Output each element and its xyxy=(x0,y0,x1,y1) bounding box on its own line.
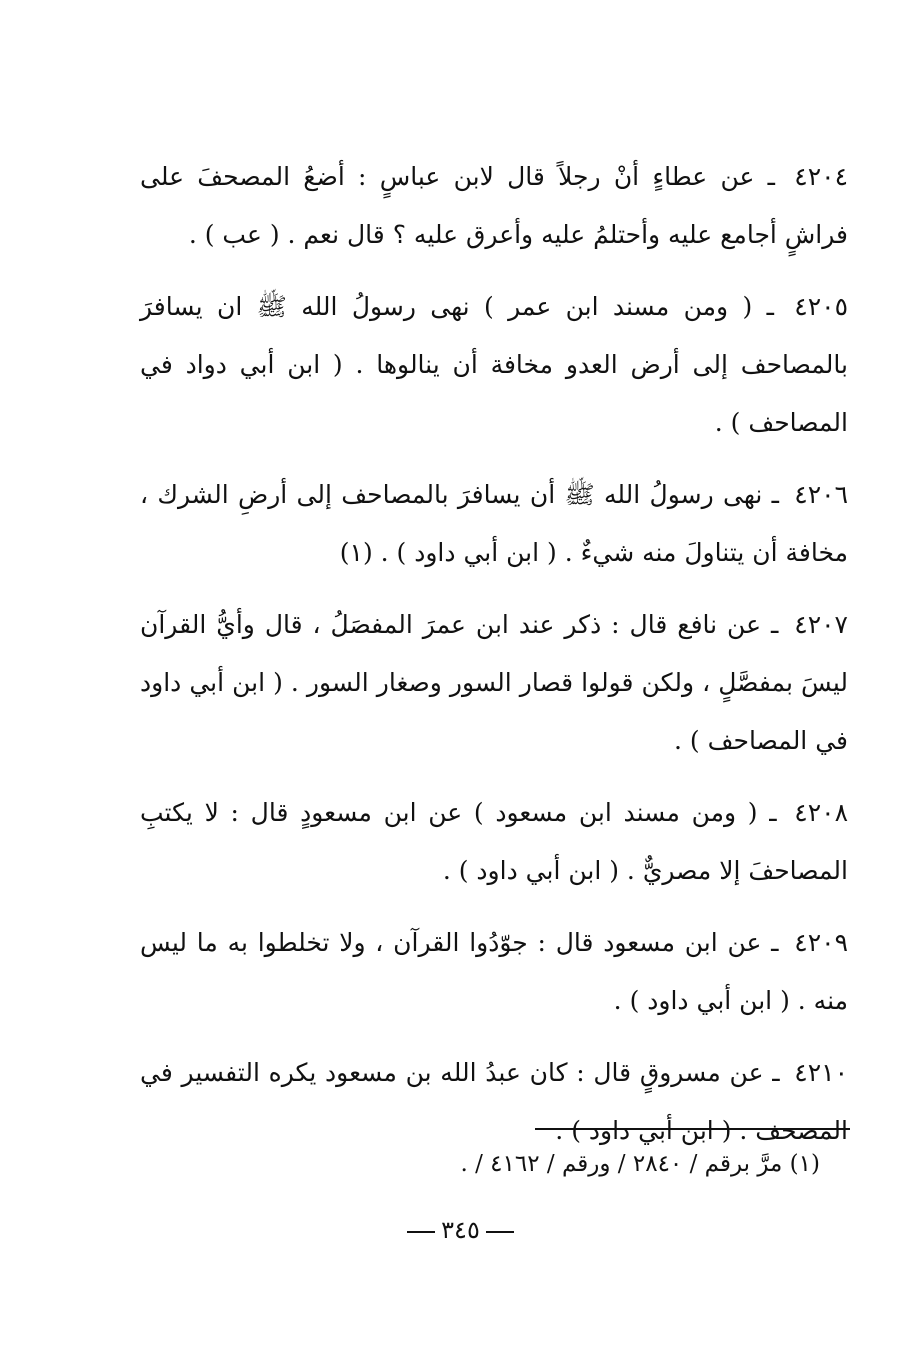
hadith-number: ٤٢٠٧ xyxy=(794,610,848,639)
page-number: ٣٤٥ xyxy=(441,1216,480,1244)
hadith-text: ـ عن مسروقٍ قال : كان عبدُ الله بن مسعود يكره التفسير في المصحف . ( ابن أبي داود ) . xyxy=(140,1058,848,1145)
hadith-entry xyxy=(140,148,848,264)
footnote-divider xyxy=(535,1128,850,1130)
hadith-number: ٤٢٠٩ xyxy=(794,928,849,957)
hadith-text: ـ عن نافع قال : ذكر عند ابن عمرَ المفصَلُ ، قال وأيُّ القرآن ليسَ بمفصَّلٍ ، ولكن قولوا قصار السور وصغار السور . ( ابن أبي داود في المصاحف ) . xyxy=(140,610,848,755)
main-text xyxy=(140,148,848,1174)
hadith-text: ـ نهى رسولُ الله ﷺ أن يسافرَ بالمصاحف إلى أرضِ الشرك ، مخافة أن يتناولَ منه شيءٌ . ( ابن أبي داود ) . (١) xyxy=(140,480,848,567)
hadith-number: ٤٢٠٥ xyxy=(794,292,849,321)
footnote: (١) مرَّ برقم / ٢٨٤٠ / ورقم / ٤١٦٢ / . xyxy=(460,1151,820,1177)
hadith-number: ٤٢٠٤ xyxy=(794,162,849,191)
hadith-text: ـ عن عطاءٍ أنْ رجلاً قال لابن عباسٍ : أضعُ المصحفَ على فراشٍ أجامع عليه وأحتلمُ عليه وأعرق عليه ؟ قال نعم . ( عب ) . xyxy=(140,162,848,249)
hadith-entry xyxy=(140,278,848,452)
hadith-text: ـ عن ابن مسعود قال : جوّدُوا القرآن ، ولا تخلطوا به ما ليس منه . ( ابن أبي داود ) . xyxy=(140,928,848,1015)
hadith-entry xyxy=(140,596,848,770)
hadith-number: ٤٢٠٨ xyxy=(794,798,849,827)
hadith-entry xyxy=(140,914,848,1030)
hadith-number: ٤٢١٠ xyxy=(794,1058,849,1087)
page-number-block xyxy=(0,1210,921,1250)
page-number-dash-right xyxy=(486,1231,514,1233)
hadith-text: ـ ( ومن مسند ابن عمر ) نهى رسولُ الله ﷺ ان يسافرَ بالمصاحف إلى أرض العدو مخافة أن ينالوها . ( ابن أبي دواد في المصاحف ) . xyxy=(140,292,848,437)
hadith-text: ـ ( ومن مسند ابن مسعود ) عن ابن مسعودٍ قال : لا يكتبِ المصاحفَ إلا مصريٌّ . ( ابن أبي داود ) . xyxy=(140,798,848,885)
hadith-entry xyxy=(140,784,848,900)
page-number-dash-left xyxy=(407,1231,435,1233)
hadith-entry xyxy=(140,466,848,582)
hadith-number: ٤٢٠٦ xyxy=(794,480,848,509)
